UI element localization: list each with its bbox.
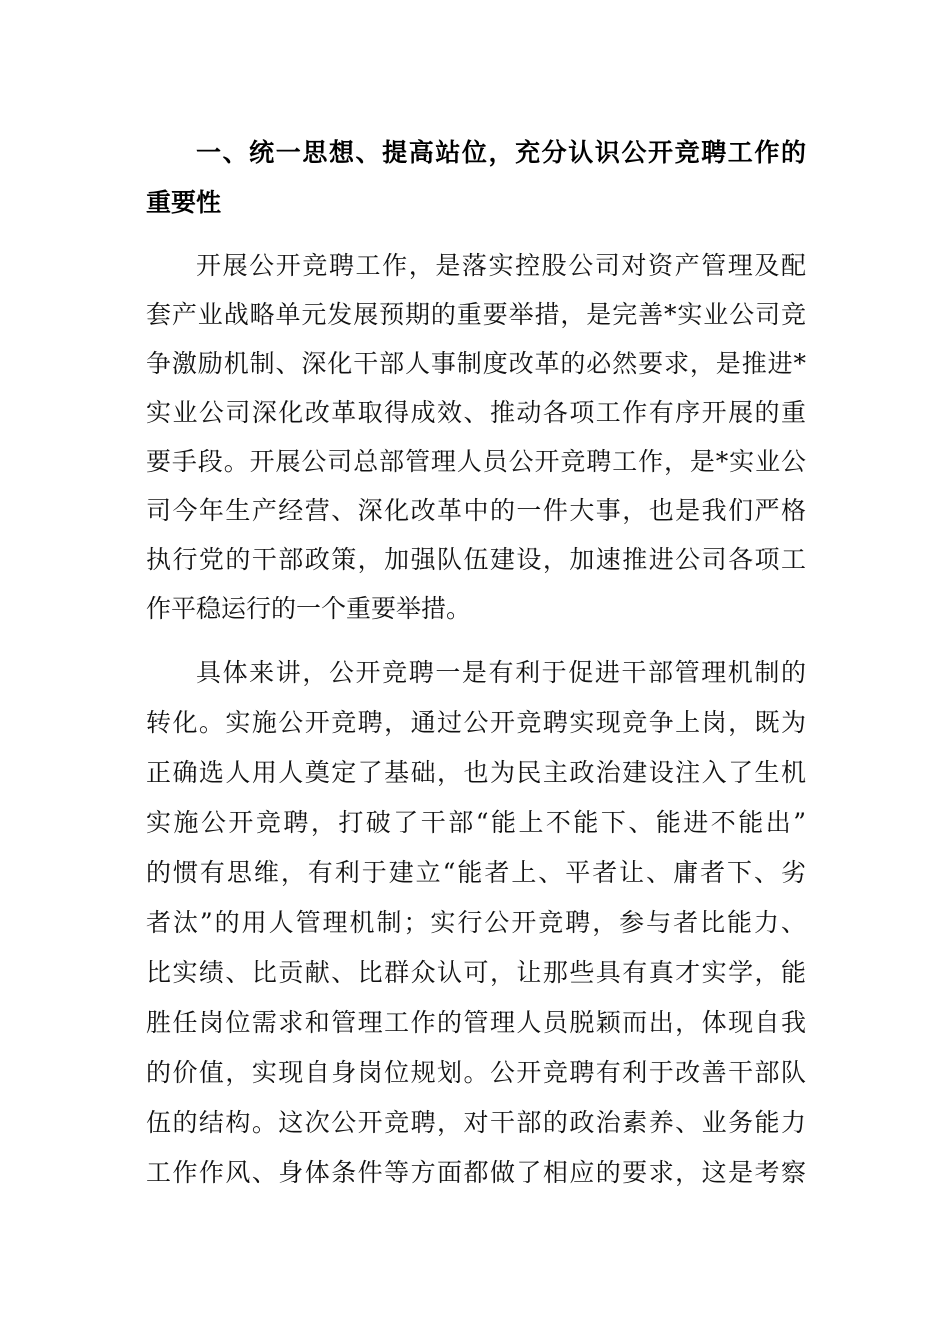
section-heading-line-2: 重要性 bbox=[146, 188, 222, 217]
paragraph-1-line-7: 执行党的干部政策，加强队伍建设，加速推进公司各项工 bbox=[146, 545, 806, 574]
paragraph-1-line-3: 争激励机制、深化干部人事制度改革的必然要求，是推进* bbox=[146, 349, 806, 378]
paragraph-1-line-8: 作平稳运行的一个重要举措。 bbox=[146, 594, 472, 623]
paragraph-2-line-8: 胜任岗位需求和管理工作的管理人员脱颖而出，体现自我 bbox=[146, 1008, 806, 1037]
paragraph-2-line-4: 实施公开竞聘，打破了干部“能上不能下、能进不能出” bbox=[146, 808, 806, 837]
paragraph-2-line-9: 的价值，实现自身岗位规划。公开竞聘有利于改善干部队 bbox=[146, 1058, 806, 1087]
paragraph-1-line-1: 开展公开竞聘工作，是落实控股公司对资产管理及配 bbox=[196, 251, 806, 280]
paragraph-2-line-10: 伍的结构。这次公开竞聘，对干部的政治素养、业务能力 bbox=[146, 1108, 806, 1137]
paragraph-1-line-2: 套产业战略单元发展预期的重要举措，是完善*实业公司竞 bbox=[146, 300, 806, 329]
paragraph-2-line-7: 比实绩、比贡献、比群众认可，让那些具有真才实学，能 bbox=[146, 958, 806, 987]
section-heading-line-1: 一、统一思想、提高站位，充分认识公开竞聘工作的 bbox=[196, 138, 806, 167]
paragraph-2-line-3: 正确选人用人奠定了基础，也为民主政治建设注入了生机 bbox=[146, 758, 806, 787]
paragraph-2-line-5: 的惯有思维，有利于建立“能者上、平者让、庸者下、劣 bbox=[146, 858, 806, 887]
paragraph-2-line-1: 具体来讲，公开竞聘一是有利于促进干部管理机制的 bbox=[196, 658, 806, 687]
paragraph-1-line-6: 司今年生产经营、深化改革中的一件大事，也是我们严格 bbox=[146, 496, 806, 525]
paragraph-1-line-4: 实业公司深化改革取得成效、推动各项工作有序开展的重 bbox=[146, 398, 806, 427]
paragraph-2-line-2: 转化。实施公开竞聘，通过公开竞聘实现竞争上岗，既为 bbox=[146, 708, 806, 737]
paragraph-2-line-6: 者汰”的用人管理机制；实行公开竞聘，参与者比能力、 bbox=[146, 908, 806, 937]
paragraph-2-line-11: 工作作风、身体条件等方面都做了相应的要求，这是考察 bbox=[146, 1158, 806, 1187]
paragraph-1-line-5: 要手段。开展公司总部管理人员公开竞聘工作，是*实业公 bbox=[146, 447, 806, 476]
